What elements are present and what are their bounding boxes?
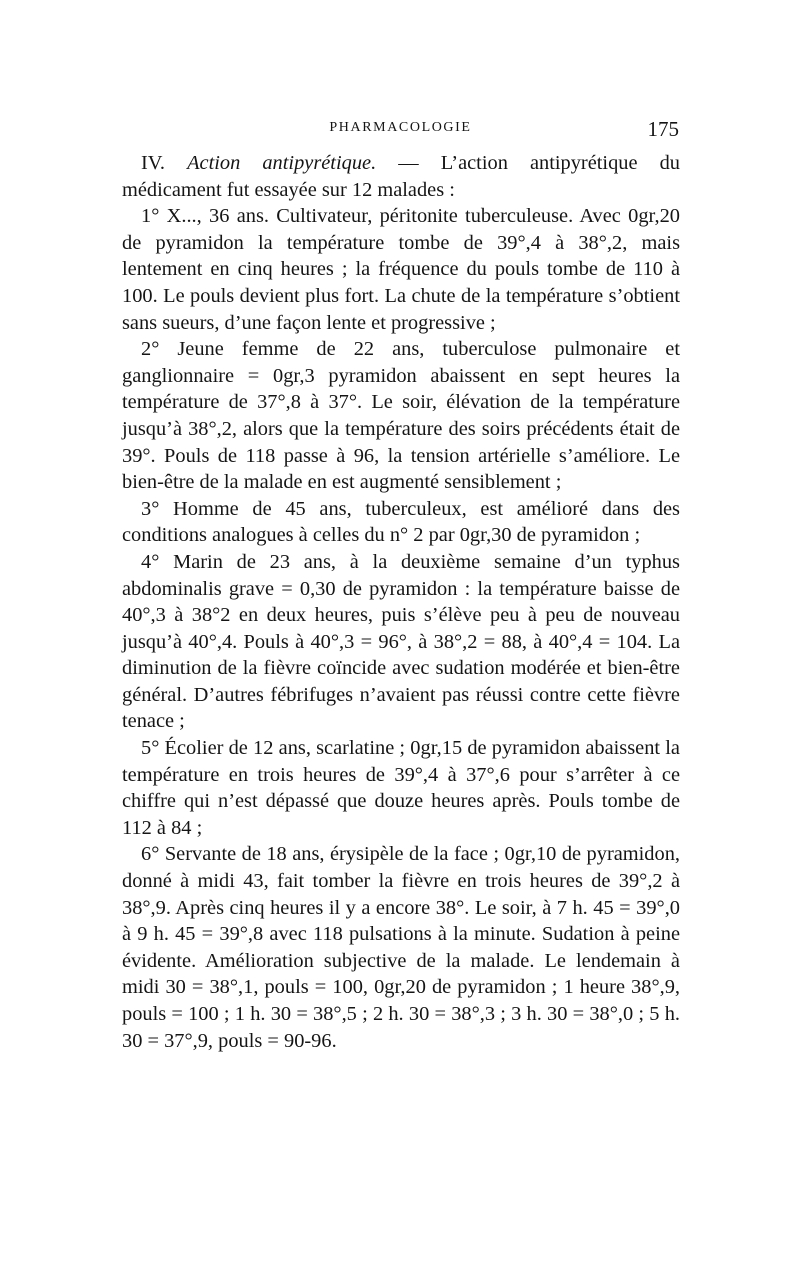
running-head	[122, 117, 679, 141]
case-paragraph-6: 6° Servante de 18 ans, érysipèle de la face ; 0gr,10 de pyramidon, donné à midi 43, fait tomber la fièvre en trois heures de 39°,2 à 38°,9. Après cinq heures il y a encore 38°. Le soir, à 7 h. 45 = 39°,0 à 9 h. 45 = 39°,8 avec 118 pulsations à la minute. Sudation à peine évidente. Amélioration subjective de la malade. Le lendemain à midi 30 = 38°,1, pouls = 100, 0gr,20 de pyramidon ; 1 heure 38°,9, pouls = 100 ; 1 h. 30 = 38°,5 ; 2 h. 30 = 38°,3 ; 3 h. 30 = 38°,0 ; 5 h. 30 = 37°,9, pouls = 90-96.	[122, 843, 680, 1052]
section-label: IV.	[141, 152, 165, 174]
case-paragraph-2: 2° Jeune femme de 22 ans, tuberculose pulmonaire et ganglionnaire = 0gr,3 pyramidon abaissent en sept heures la température de 37°,8 à 37°. Le soir, élévation de la température jusqu’à 38°,2, alors que la température des soirs précédents était de 39°. Pouls de 118 passe à 96, la tension artérielle s’améliore. Le bien-être de la malade en est augmenté sensiblement ;	[122, 338, 680, 494]
page-number: 175	[647, 117, 679, 141]
case-paragraph-5: 5° Écolier de 12 ans, scarlatine ; 0gr,15 de pyramidon abaissent la température en trois heures de 39°,4 à 37°,6 pour s’arrêter à ce chiffre qui n’est dépassé que douze heures après. Pouls tombe de 112 à 84 ;	[122, 737, 680, 839]
section-heading: Action antipyrétique.	[187, 152, 377, 174]
section-intro: — L’action antipyrétique du médicament fut essayée sur 12 malades :	[122, 152, 680, 201]
case-paragraph-4: 4° Marin de 23 ans, à la deuxième semaine d’un typhus abdominalis grave = 0,30 de pyramidon : la température baisse de 40°,3 à 38°2 en deux heures, puis s’élève peu à peu de nouveau jusqu’à 40°,4. Pouls à 40°,3 = 96°, à 38°,2 = 88, à 40°,4 = 104. La diminution de la fièvre coïncide avec sudation modérée et bien-être général. D’autres fébrifuges n’avaient pas réussi contre cette fièvre tenace ;	[122, 550, 680, 733]
running-title: PHARMACOLOGIE	[329, 120, 472, 135]
case-paragraph-1: 1° X..., 36 ans. Cultivateur, péritonite tuberculeuse. Avec 0gr,20 de pyramidon la température tombe de 39°,4 à 38°,2, mais lentement en cinq heures ; la fréquence du pouls tombe de 110 à 100. Le pouls devient plus fort. La chute de la température s’obtient sans sueurs, d’une façon lente et progressive ;	[122, 205, 680, 334]
section-intro-paragraph	[122, 150, 680, 203]
case-paragraph-3: 3° Homme de 45 ans, tuberculeux, est amélioré dans des conditions analogues à celles du n° 2 par 0gr,30 de pyramidon ;	[122, 497, 680, 547]
body-text	[122, 150, 680, 1054]
